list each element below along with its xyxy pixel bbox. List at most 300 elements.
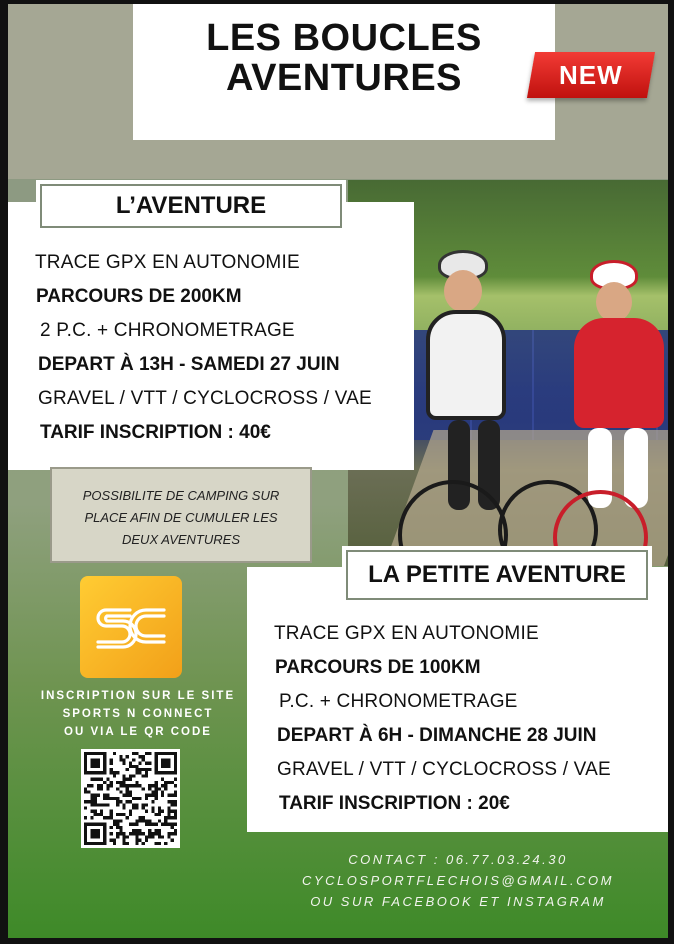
qr-module [135, 842, 138, 845]
qr-module [113, 774, 116, 777]
qr-module [174, 829, 177, 832]
qr-module [103, 803, 106, 806]
qr-module [148, 832, 151, 835]
qr-module [161, 835, 164, 838]
petite-aventure-line: PARCOURS DE 100KM [275, 657, 481, 678]
qr-module [110, 768, 113, 771]
petite-aventure-line: TARIF INSCRIPTION : 20€ [279, 793, 510, 814]
qr-module [167, 800, 170, 803]
qr-module [90, 816, 93, 819]
qr-module [171, 839, 174, 842]
qr-module [158, 807, 161, 810]
qr-module [139, 819, 142, 822]
qr-module [110, 762, 113, 765]
qr-finder [161, 758, 171, 768]
qr-module [122, 778, 125, 781]
qr-module [139, 755, 142, 758]
qr-module [103, 794, 106, 797]
qr-module [174, 800, 177, 803]
aventure-line: TARIF INSCRIPTION : 40€ [40, 422, 271, 443]
qr-module [116, 832, 119, 835]
qr-module [142, 755, 145, 758]
qr-module [132, 752, 135, 755]
qr-module [148, 819, 151, 822]
qr-module [145, 762, 148, 765]
qr-module [94, 794, 97, 797]
qr-module [122, 781, 125, 784]
qr-module [145, 803, 148, 806]
qr-module [174, 810, 177, 813]
qr-module [110, 781, 113, 784]
qr-module [135, 768, 138, 771]
qr-module [90, 810, 93, 813]
qr-module [148, 784, 151, 787]
qr-module [135, 807, 138, 810]
qr-module [145, 839, 148, 842]
qr-module [116, 835, 119, 838]
qr-module [116, 823, 119, 826]
qr-module [126, 835, 129, 838]
qr-module [90, 778, 93, 781]
qr-module [132, 758, 135, 761]
qr-module [145, 823, 148, 826]
qr-module [142, 758, 145, 761]
qr-module [158, 813, 161, 816]
qr-module [135, 839, 138, 842]
qr-module [151, 784, 154, 787]
qr-module [106, 787, 109, 790]
qr-module [164, 842, 167, 845]
qr-module [135, 835, 138, 838]
petite-aventure-tag: LA PETITE AVENTURE [346, 550, 648, 600]
qr-module [119, 784, 122, 787]
qr-module [135, 781, 138, 784]
qr-module [87, 800, 90, 803]
qr-module [164, 823, 167, 826]
qr-module [106, 803, 109, 806]
qr-module [139, 839, 142, 842]
qr-module [151, 835, 154, 838]
qr-module [126, 842, 129, 845]
qr-module [126, 800, 129, 803]
qr-module [142, 832, 145, 835]
qr-module [113, 771, 116, 774]
qr-module [132, 807, 135, 810]
qr-module [171, 826, 174, 829]
aventure-line: TRACE GPX EN AUTONOMIE [35, 252, 300, 273]
qr-module [84, 800, 87, 803]
qr-module [119, 829, 122, 832]
qr-module [116, 787, 119, 790]
qr-module [142, 803, 145, 806]
qr-module [110, 771, 113, 774]
qr-module [145, 819, 148, 822]
qr-module [110, 816, 113, 819]
title-line-1: LES BOUCLES [206, 17, 482, 59]
qr-module [174, 778, 177, 781]
inscription-line: OU VIA LE QR CODE [64, 726, 212, 738]
qr-module [139, 816, 142, 819]
qr-module [126, 794, 129, 797]
qr-module [155, 781, 158, 784]
qr-module [129, 790, 132, 793]
petite-aventure-line: P.C. + CHRONOMETRAGE [279, 691, 518, 712]
aventure-card [8, 202, 414, 470]
qr-module [135, 823, 138, 826]
qr-finder [90, 758, 100, 768]
qr-module [103, 781, 106, 784]
qr-module [119, 819, 122, 822]
qr-module [155, 784, 158, 787]
qr-module [129, 823, 132, 826]
petite-aventure-card [247, 567, 668, 832]
qr-module [126, 816, 129, 819]
qr-module [145, 774, 148, 777]
qr-module [122, 794, 125, 797]
qr-module [122, 813, 125, 816]
qr-module [94, 813, 97, 816]
aventure-line: 2 P.C. + CHRONOMETRAGE [40, 320, 295, 341]
camping-line: DEUX AVENTURES [122, 532, 240, 547]
qr-module [90, 784, 93, 787]
qr-module [119, 758, 122, 761]
qr-module [100, 787, 103, 790]
qr-module [142, 819, 145, 822]
qr-module [126, 778, 129, 781]
qr-module [103, 797, 106, 800]
qr-module [171, 800, 174, 803]
qr-module [100, 810, 103, 813]
qr-module [116, 797, 119, 800]
qr-module [174, 790, 177, 793]
qr-module [164, 781, 167, 784]
qr-finder [90, 829, 100, 839]
qr-module [135, 803, 138, 806]
aventure-line: GRAVEL / VTT / CYCLOCROSS / VAE [38, 388, 372, 409]
qr-module [106, 778, 109, 781]
qr-module [167, 832, 170, 835]
new-badge [527, 52, 655, 98]
qr-module [84, 787, 87, 790]
qr-module [103, 816, 106, 819]
petite-aventure-line: DEPART À 6H - DIMANCHE 28 JUIN [277, 725, 597, 746]
qr-module [113, 819, 116, 822]
qr-module [90, 797, 93, 800]
qr-module [122, 803, 125, 806]
qr-module [142, 787, 145, 790]
qr-module [87, 790, 90, 793]
qr-module [94, 810, 97, 813]
qr-module [171, 816, 174, 819]
qr-module [145, 810, 148, 813]
qr-module [122, 839, 125, 842]
qr-module [171, 810, 174, 813]
qr-module [84, 790, 87, 793]
qr-module [148, 787, 151, 790]
qr-module [158, 835, 161, 838]
qr-module [158, 787, 161, 790]
qr-module [110, 832, 113, 835]
qr-module [129, 778, 132, 781]
qr-module [139, 784, 142, 787]
qr-module [135, 765, 138, 768]
qr-module [174, 816, 177, 819]
qr-module [122, 774, 125, 777]
qr-module [106, 794, 109, 797]
qr-module [151, 807, 154, 810]
petite-aventure-line: GRAVEL / VTT / CYCLOCROSS / VAE [277, 759, 611, 780]
contact-email[interactable]: CYCLOSPORTFLECHOIS@GMAIL.COM [302, 873, 614, 888]
qr-module [97, 784, 100, 787]
qr-module [110, 813, 113, 816]
qr-module [148, 752, 151, 755]
qr-module [167, 781, 170, 784]
qr-module [122, 835, 125, 838]
qr-module [174, 823, 177, 826]
qr-module [158, 819, 161, 822]
qr-module [122, 807, 125, 810]
qr-module [164, 816, 167, 819]
qr-module [119, 800, 122, 803]
qr-module [119, 781, 122, 784]
qr-module [145, 768, 148, 771]
qr-module [148, 829, 151, 832]
qr-module [167, 816, 170, 819]
qr-module [132, 803, 135, 806]
qr-module [167, 794, 170, 797]
qr-module [90, 803, 93, 806]
qr-module [135, 829, 138, 832]
qr-module [106, 784, 109, 787]
qr-module [174, 813, 177, 816]
qr-module [129, 774, 132, 777]
qr-module [116, 813, 119, 816]
qr-module [158, 832, 161, 835]
qr-module [135, 784, 138, 787]
qr-module [139, 768, 142, 771]
qr-module [113, 839, 116, 842]
qr-module [116, 819, 119, 822]
aventure-line: DEPART À 13H - SAMEDI 27 JUIN [38, 354, 340, 375]
qr-module [142, 768, 145, 771]
qr-module [119, 826, 122, 829]
qr-module [135, 797, 138, 800]
qr-module [155, 813, 158, 816]
qr-module [148, 823, 151, 826]
qr-module [145, 771, 148, 774]
qr-module [94, 800, 97, 803]
qr-code-icon [84, 752, 177, 845]
qr-module [100, 784, 103, 787]
qr-module [142, 807, 145, 810]
qr-module [110, 758, 113, 761]
qr-module [129, 800, 132, 803]
qr-module [167, 807, 170, 810]
qr-module [139, 771, 142, 774]
qr-module [97, 803, 100, 806]
qr-module [94, 803, 97, 806]
contact-phone: CONTACT : 06.77.03.24.30 [348, 852, 568, 867]
qr-module [151, 810, 154, 813]
qr-module [132, 774, 135, 777]
qr-module [97, 778, 100, 781]
sports-n-connect-logo[interactable] [80, 576, 182, 678]
qr-module [129, 794, 132, 797]
qr-module [122, 832, 125, 835]
qr-module [171, 823, 174, 826]
qr-module [164, 787, 167, 790]
qr-module [129, 810, 132, 813]
qr-module [122, 842, 125, 845]
qr-module [119, 832, 122, 835]
qr-code[interactable] [81, 749, 180, 848]
qr-module [129, 784, 132, 787]
sc-logo-icon [80, 576, 182, 678]
qr-module [97, 794, 100, 797]
qr-module [142, 816, 145, 819]
camping-line: PLACE AFIN DE CUMULER LES [84, 510, 278, 525]
qr-module [90, 794, 93, 797]
qr-module [167, 835, 170, 838]
qr-module [142, 774, 145, 777]
qr-module [158, 810, 161, 813]
qr-module [110, 839, 113, 842]
qr-module [155, 787, 158, 790]
qr-module [113, 823, 116, 826]
qr-module [174, 784, 177, 787]
qr-module [132, 832, 135, 835]
qr-module [116, 800, 119, 803]
qr-module [164, 819, 167, 822]
qr-module [113, 797, 116, 800]
qr-module [135, 752, 138, 755]
qr-module [94, 778, 97, 781]
qr-module [148, 835, 151, 838]
qr-module [129, 765, 132, 768]
qr-module [129, 813, 132, 816]
qr-module [87, 784, 90, 787]
qr-module [155, 829, 158, 832]
qr-module [158, 842, 161, 845]
qr-module [167, 810, 170, 813]
qr-module [174, 803, 177, 806]
new-badge-label: NEW [559, 60, 623, 90]
qr-module [135, 771, 138, 774]
qr-module [171, 803, 174, 806]
qr-module [155, 823, 158, 826]
qr-module [132, 829, 135, 832]
qr-module [100, 803, 103, 806]
qr-module [132, 765, 135, 768]
qr-module [135, 832, 138, 835]
qr-module [122, 784, 125, 787]
qr-module [158, 829, 161, 832]
qr-module [110, 784, 113, 787]
camping-line: POSSIBILITE DE CAMPING SUR [82, 488, 280, 503]
qr-module [145, 797, 148, 800]
aventure-tag: L’AVENTURE [40, 184, 342, 228]
qr-module [171, 794, 174, 797]
qr-module [90, 800, 93, 803]
qr-module [97, 813, 100, 816]
qr-module [100, 778, 103, 781]
qr-module [161, 823, 164, 826]
qr-module [84, 807, 87, 810]
qr-module [110, 797, 113, 800]
qr-module [174, 794, 177, 797]
qr-module [167, 823, 170, 826]
qr-module [139, 762, 142, 765]
qr-module [151, 823, 154, 826]
qr-module [151, 790, 154, 793]
qr-module [174, 832, 177, 835]
qr-module [161, 810, 164, 813]
qr-module [119, 755, 122, 758]
qr-module [151, 832, 154, 835]
aventure-line: PARCOURS DE 200KM [36, 286, 242, 307]
qr-module [151, 800, 154, 803]
inscription-text [18, 687, 258, 741]
qr-module [161, 778, 164, 781]
qr-module [161, 794, 164, 797]
qr-module [116, 826, 119, 829]
qr-module [122, 762, 125, 765]
qr-module [145, 752, 148, 755]
qr-module [129, 762, 132, 765]
qr-module [113, 842, 116, 845]
qr-module [106, 816, 109, 819]
qr-module [97, 787, 100, 790]
poster [8, 4, 668, 938]
qr-module [132, 784, 135, 787]
qr-module [119, 813, 122, 816]
contact-social: OU SUR FACEBOOK ET INSTAGRAM [310, 894, 606, 909]
title-line-2: AVENTURES [225, 57, 463, 99]
qr-module [126, 784, 129, 787]
qr-module [129, 832, 132, 835]
qr-module [106, 797, 109, 800]
qr-module [116, 781, 119, 784]
qr-module [161, 790, 164, 793]
qr-module [113, 752, 116, 755]
qr-module [139, 832, 142, 835]
qr-module [151, 794, 154, 797]
qr-module [161, 784, 164, 787]
qr-module [155, 842, 158, 845]
qr-module [126, 790, 129, 793]
qr-module [116, 771, 119, 774]
qr-module [139, 797, 142, 800]
qr-module [148, 794, 151, 797]
qr-module [171, 781, 174, 784]
contact-block [248, 849, 668, 912]
qr-module [155, 794, 158, 797]
qr-module [148, 762, 151, 765]
qr-module [132, 797, 135, 800]
qr-module [110, 810, 113, 813]
qr-module [171, 832, 174, 835]
qr-module [126, 755, 129, 758]
qr-module [145, 835, 148, 838]
qr-module [94, 797, 97, 800]
qr-module [100, 813, 103, 816]
qr-module [145, 794, 148, 797]
qr-module [122, 758, 125, 761]
qr-module [126, 787, 129, 790]
qr-module [110, 826, 113, 829]
qr-module [167, 813, 170, 816]
inscription-line: SPORTS N CONNECT [62, 708, 214, 720]
